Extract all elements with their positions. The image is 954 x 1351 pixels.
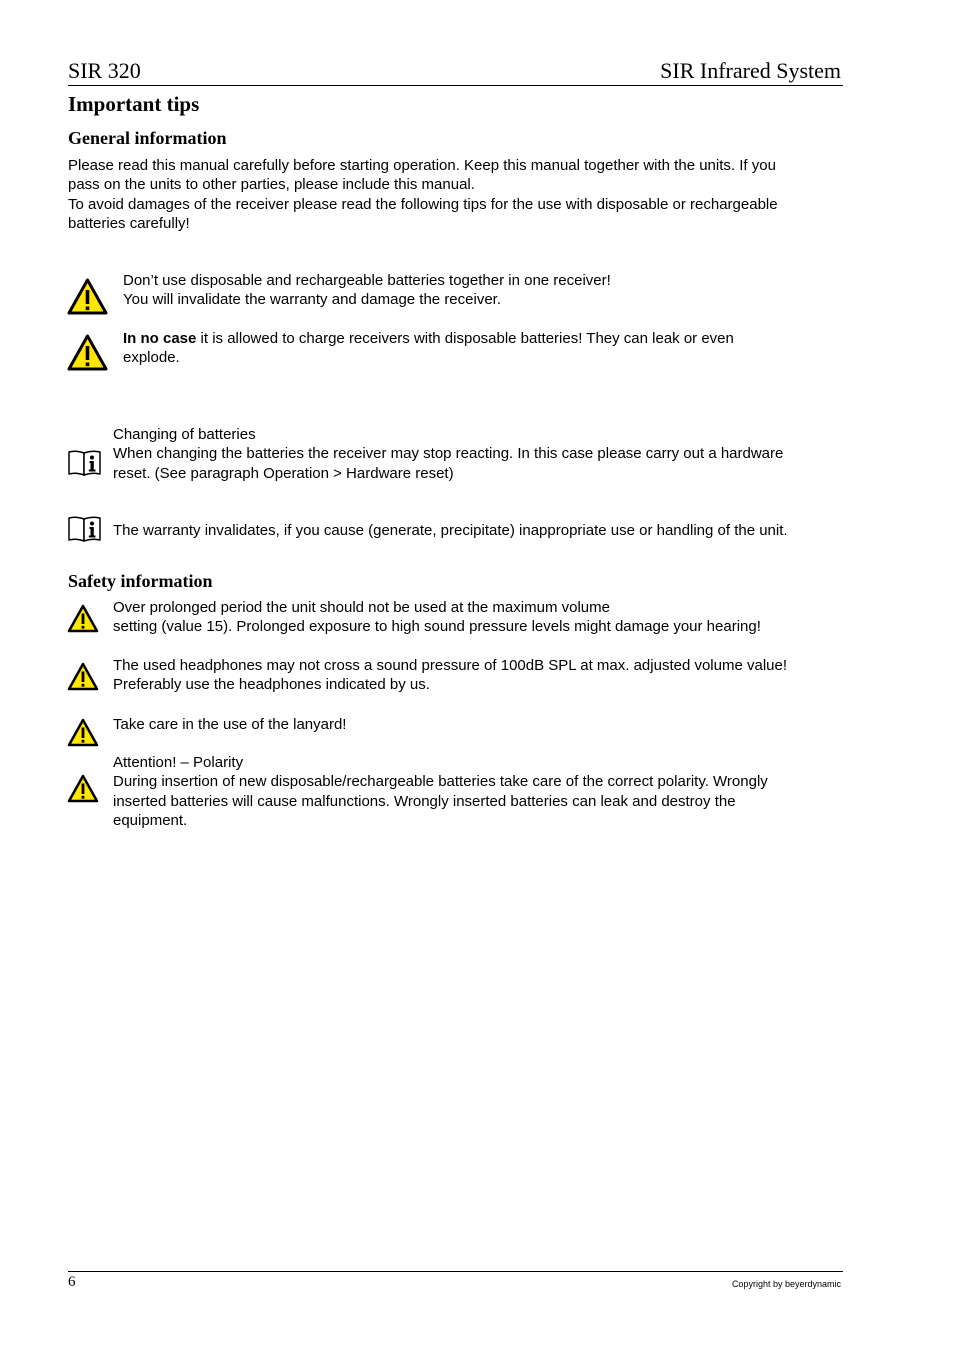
warning-line xyxy=(123,329,734,348)
footer-divider xyxy=(68,1271,843,1272)
warning-line: Don’t use disposable and rechargeable batteries together in one receiver! xyxy=(123,272,611,289)
page-number: 6 xyxy=(68,1274,76,1290)
safety-note-headphones xyxy=(113,656,787,695)
warning-emphasis: In no case xyxy=(123,330,197,347)
info-line: When changing the batteries the receiver may stop reacting. In this case please carry out a hardware xyxy=(113,445,784,463)
header-system-name: SIR Infrared System xyxy=(660,58,841,83)
safety-line: Preferably use the headphones indicated by us. xyxy=(113,676,430,694)
safety-line: During insertion of new disposable/rechargeable batteries take care of the correct polarity. Wrongly xyxy=(113,773,768,791)
safety-line: The used headphones may not cross a sound pressure of 100dB SPL at max. adjusted volume value! xyxy=(113,657,788,674)
warning-line: explode. xyxy=(123,349,180,367)
copyright-notice: Copyright by beyerdynamic xyxy=(731,1279,841,1289)
header-divider xyxy=(68,85,843,86)
safety-line: Over prolonged period the unit should not be used at the maximum volume xyxy=(113,599,610,616)
general-line: batteries carefully! xyxy=(68,214,190,232)
info-book-icon xyxy=(67,515,102,543)
safety-note-polarity xyxy=(113,753,768,830)
warning-note-mixed-batteries xyxy=(123,271,611,310)
safety-line: Take care in the use of the lanyard! xyxy=(113,716,347,733)
general-line: Please read this manual carefully before starting operation. Keep this manual together with the units. If you xyxy=(68,157,776,174)
safety-line: setting (value 15). Prolonged exposure to high sound pressure levels might damage your hearing! xyxy=(113,618,761,636)
safety-note-max-volume xyxy=(113,598,761,637)
page-title: Important tips xyxy=(68,92,200,116)
general-line: To avoid damages of the receiver please read the following tips for the use with disposable or rechargeable xyxy=(68,195,778,213)
warning-line: You will invalidate the warranty and damage the receiver. xyxy=(123,291,502,309)
warning-note-no-charge xyxy=(123,329,734,368)
safety-line: equipment. xyxy=(113,811,188,829)
header-product-name: SIR 320 xyxy=(68,58,141,83)
warning-triangle-icon xyxy=(67,718,99,747)
general-line: pass on the units to other parties, please include this manual. xyxy=(68,176,475,194)
warning-triangle-icon xyxy=(67,334,108,371)
general-information-text xyxy=(68,156,848,233)
safety-information-heading: Safety information xyxy=(68,571,213,591)
info-line: Changing of batteries xyxy=(113,426,256,443)
info-line: The warranty invalidates, if you cause (generate, precipitate) inappropriate use or handling of the unit. xyxy=(113,522,788,539)
warning-triangle-icon xyxy=(67,278,108,315)
info-line: reset. (See paragraph Operation > Hardware reset) xyxy=(113,464,454,482)
warning-triangle-icon xyxy=(67,662,99,691)
info-note-warranty xyxy=(113,521,788,540)
warning-text: it is allowed to charge receivers with disposable batteries! They can leak or even xyxy=(196,330,734,347)
safety-line: Attention! – Polarity xyxy=(113,754,244,771)
warning-triangle-icon xyxy=(67,774,99,803)
general-information-heading: General information xyxy=(68,128,227,148)
info-note-changing-batteries xyxy=(113,425,783,483)
warning-triangle-icon xyxy=(67,604,99,633)
safety-line: inserted batteries will cause malfunctions. Wrongly inserted batteries can leak and destroy the xyxy=(113,792,736,810)
info-book-icon xyxy=(67,449,102,477)
safety-note-lanyard xyxy=(113,715,346,734)
